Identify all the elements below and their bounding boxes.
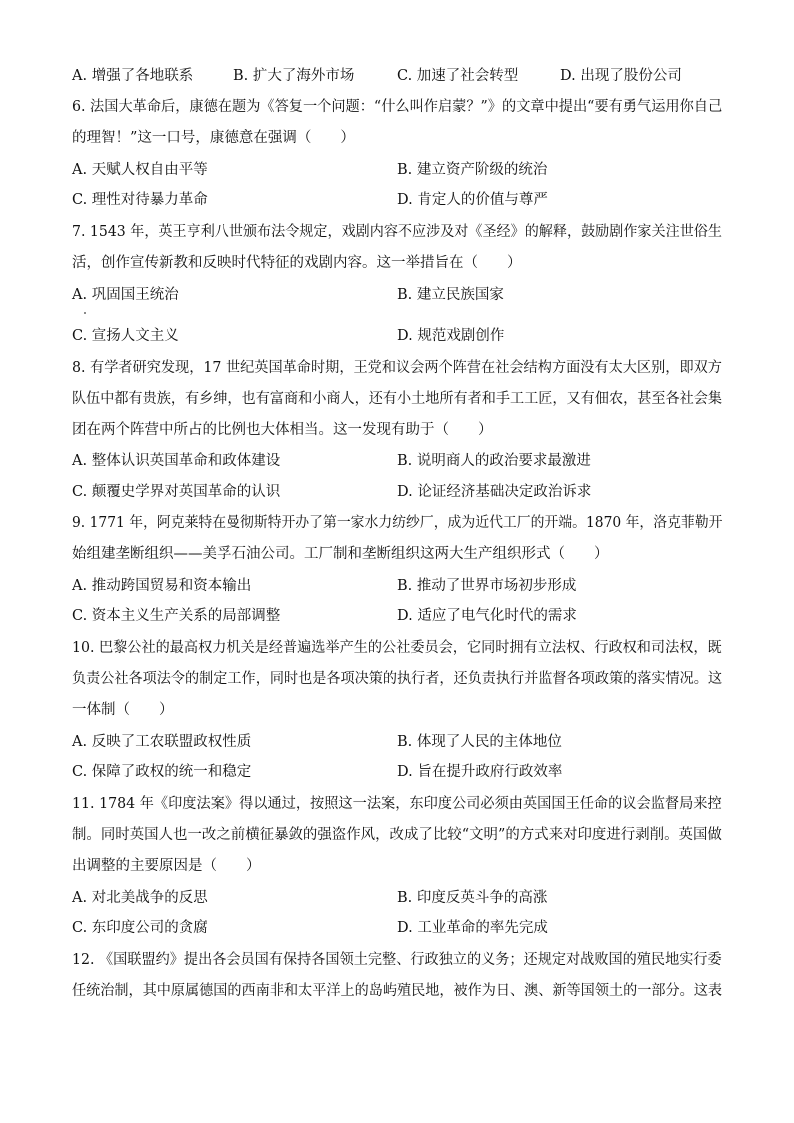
q9-option-b: B. 推动了世界市场初步形成 [397, 578, 577, 594]
q9-stem-line1: 9. 1771 年，阿克莱特在曼彻斯特开办了第一家水力纺纱厂，成为近代工厂的开端。1870 年，洛克菲勒开 [72, 515, 723, 531]
q12-stem-line2: 任统治制，其中原属德国的西南非和太平洋上的岛屿殖民地，被作为日、澳、新等国领土的一部分。这表 [72, 983, 722, 999]
q5-option-a: A. 增强了各地联系 [72, 68, 194, 84]
q8-option-a: A. 整体认识英国革命和政体建设 [72, 453, 281, 469]
q10-option-b: B. 体现了人民的主体地位 [397, 734, 562, 750]
q6-option-c: C. 理性对待暴力革命 [72, 192, 208, 208]
q8-option-d: D. 论证经济基础决定政治诉求 [397, 484, 592, 500]
q8-stem-line1: 8. 有学者研究发现，17 世纪英国革命时期，王党和议会两个阵营在社会结构方面没有太大区别，即双方 [72, 360, 722, 376]
q7-option-a: A. 巩固国王统治 [72, 287, 179, 303]
q11-option-c: C. 东印度公司的贪腐 [72, 920, 208, 936]
q10-option-d: D. 旨在提升政府行政效率 [397, 764, 563, 780]
q10-stem-line1: 10. 巴黎公社的最高权力机关是经普遍选举产生的公社委员会，它同时拥有立法权、行政权和司法权，既 [72, 640, 722, 656]
q11-stem-line1: 11. 1784 年《印度法案》得以通过，按照这一法案，东印度公司必须由英国国王任命的议会监督局来控 [72, 796, 722, 812]
q10-option-c: C. 保障了政权的统一和稳定 [72, 764, 252, 780]
q9-option-c: C. 资本主义生产关系的局部调整 [72, 608, 281, 624]
q9-stem-line2: 始组建垄断组织——美孚石油公司。工厂制和垄断组织这两大生产组织形式（ ） [72, 546, 609, 562]
q6-option-d: D. 肯定人的价值与尊严 [397, 192, 548, 208]
q5-option-d: D. 出现了股份公司 [560, 68, 682, 84]
q12-stem-line1: 12. 《国联盟约》提出各会员国有保持各国领土完整、行政独立的义务；还规定对战败国的殖民地实行委 [72, 952, 722, 968]
scan-speck [84, 312, 86, 314]
q9-option-a: A. 推动跨国贸易和资本输出 [72, 578, 252, 594]
q8-stem-line3: 团在两个阵营中所占的比例也大体相当。这一发现有助于（ ） [72, 422, 493, 438]
q8-stem-line2: 队伍中都有贵族，有乡绅，也有富商和小商人，还有小土地所有者和手工工匠，又有佃农，甚至各社会集 [72, 391, 722, 407]
q5-option-b: B. 扩大了海外市场 [233, 68, 355, 84]
q11-option-d: D. 工业革命的率先完成 [397, 920, 548, 936]
q10-stem-line2: 负责公社各项法令的制定工作，同时也是各项决策的执行者，还负责执行并监督各项政策的落实情况。这 [72, 671, 722, 687]
q7-option-d: D. 规范戏剧创作 [397, 328, 505, 344]
q7-stem-line1: 7. 1543 年，英王亨利八世颁布法令规定，戏剧内容不应涉及对《圣经》的解释，鼓励剧作家关注世俗生 [72, 224, 722, 240]
q11-option-b: B. 印度反英斗争的高涨 [397, 890, 548, 906]
q11-stem-line2: 制。同时英国人也一改之前横征暴敛的强盗作风，改成了比较“文明”的方式来对印度进行剥削。英国做 [72, 827, 722, 843]
q8-option-b: B. 说明商人的政治要求最激进 [397, 453, 591, 469]
q9-option-d: D. 适应了电气化时代的需求 [397, 608, 577, 624]
q7-stem-line2: 活，创作宣传新教和反映时代特征的戏剧内容。这一举措旨在（ ） [72, 255, 522, 271]
q7-option-b: B. 建立民族国家 [397, 287, 504, 303]
q6-option-b: B. 建立资产阶级的统治 [397, 162, 548, 178]
q11-stem-line3: 出调整的主要原因是（ ） [72, 858, 261, 874]
q11-option-a: A. 对北美战争的反思 [72, 890, 208, 906]
q6-stem-line1: 6. 法国大革命后，康德在题为《答复一个问题：“什么叫作启蒙？”》的文章中提出“要有勇气运用你自己 [72, 99, 723, 115]
q5-option-c: C. 加速了社会转型 [397, 68, 519, 84]
q6-stem-line2: 的理智！”这一口号，康德意在强调（ ） [72, 130, 355, 146]
q7-option-c: C. 宣扬人文主义 [72, 328, 179, 344]
q6-option-a: A. 天赋人权自由平等 [72, 162, 208, 178]
q8-option-c: C. 颠覆史学界对英国革命的认识 [72, 484, 281, 500]
q10-option-a: A. 反映了工农联盟政权性质 [72, 734, 252, 750]
q10-stem-line3: 一体制（ ） [72, 702, 174, 718]
